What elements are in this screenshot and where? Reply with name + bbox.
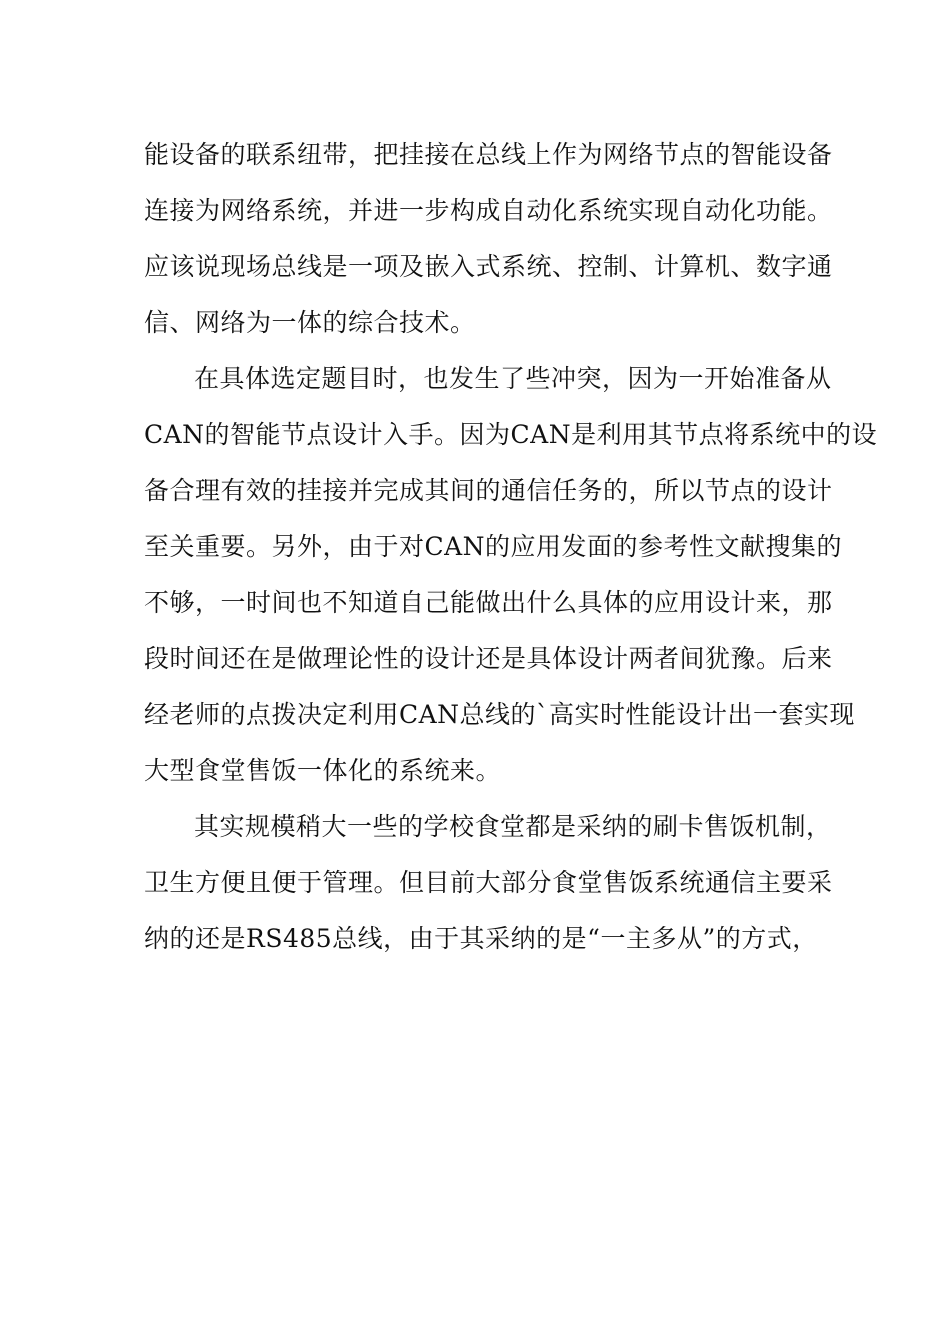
text-line: 应该说现场总线是一项及嵌入式系统、控制、计算机、数字通 (144, 252, 833, 281)
text-line: 信、网络为一体的综合技术。 (144, 308, 476, 337)
text-line: 卫生方便且便于管理。但目前大部分食堂售饭系统通信主要采 (144, 868, 833, 897)
text-line: 大型食堂售饭一体化的系统来。 (144, 756, 502, 785)
text-line: 经老师的点拨决定利用CAN总线的`高实时性能设计出一套实现 (144, 700, 856, 729)
text-line: 不够，一时间也不知道自己能做出什么具体的应用设计来，那 (144, 588, 833, 617)
text-line: 纳的还是RS485总线，由于其采纳的是“一主多从”的方式， (144, 924, 818, 953)
text-line: 备合理有效的挂接并完成其间的通信任务的，所以节点的设计 (144, 476, 833, 505)
text-line: 至关重要。另外，由于对CAN的应用发面的参考性文献搜集的 (144, 532, 843, 561)
text-line: CAN的智能节点设计入手。因为CAN是利用其节点将系统中的设 (144, 420, 878, 449)
text-line: 连接为网络系统，并进一步构成自动化系统实现自动化功能。 (144, 196, 833, 225)
text-line: 段时间还在是做理论性的设计还是具体设计两者间犹豫。后来 (144, 644, 833, 673)
body-text (144, 127, 878, 967)
paragraph-first-line: 在具体选定题目时，也发生了些冲突，因为一开始准备从 (194, 364, 832, 393)
paragraph-first-line: 其实规模稍大一些的学校食堂都是采纳的刷卡售饭机制， (194, 812, 832, 841)
text-line: 能设备的联系纽带，把挂接在总线上作为网络节点的智能设备 (144, 140, 833, 169)
